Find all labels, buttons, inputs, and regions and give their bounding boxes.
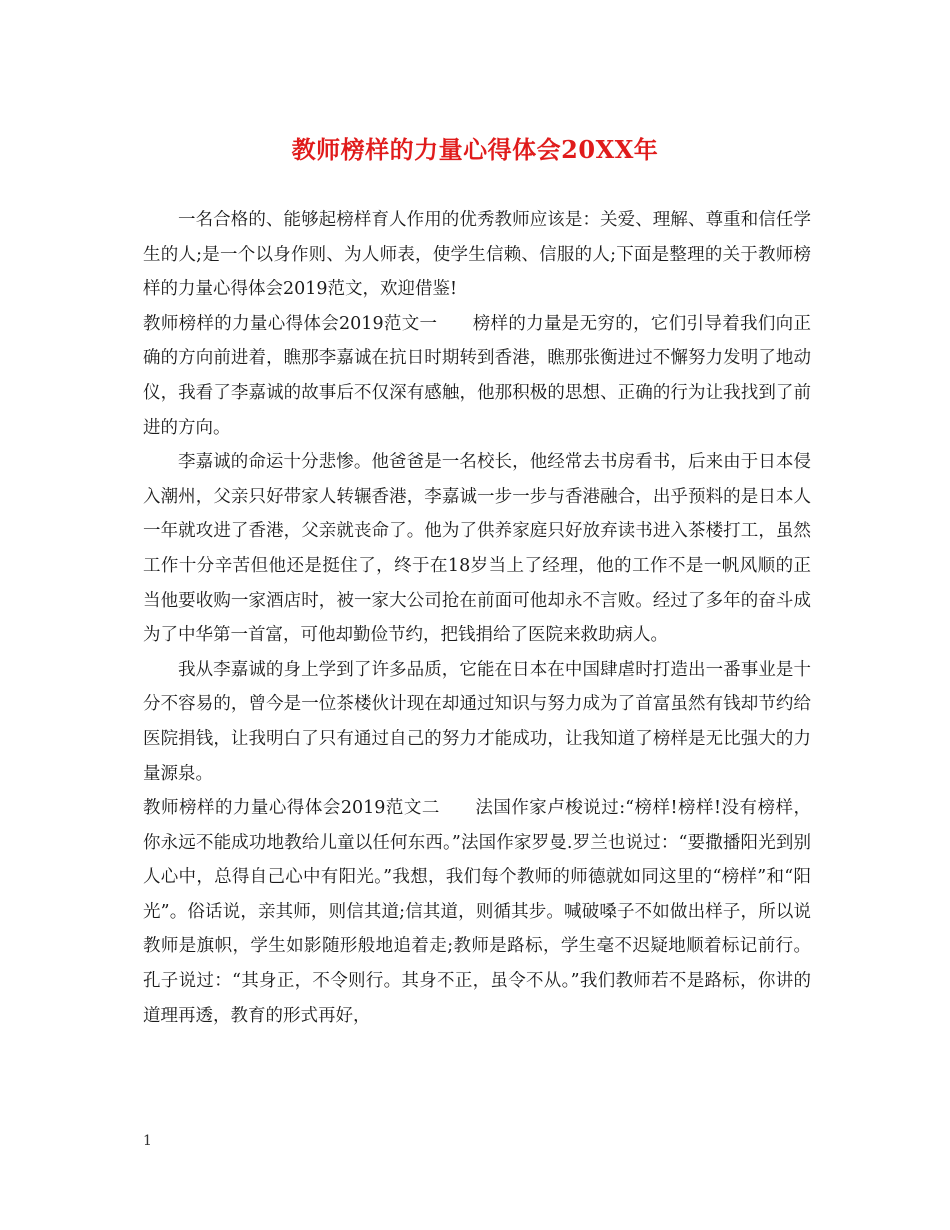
page-number: 1 [143, 1133, 152, 1149]
section1-paragraph-1: 榜样的力量是无穷的，它们引导着我们向正确的方向前进着，瞧那李嘉诚在抗日时期转到香港，瞧那张衡进过不懈努力发明了地动仪，我看了李嘉诚的故事后不仅深有感触，他那积极的思想、正确的行为让我找到了前进的方向。 [143, 313, 811, 438]
section1-first-paragraph [143, 307, 811, 445]
section2-first-paragraph [143, 791, 811, 1033]
section1-paragraph-2: 李嘉诚的命运十分悲惨。他爸爸是一名校长，他经常去书房看书，后来由于日本侵入潮州，父亲只好带家人转辗香港，李嘉诚一步一步与香港融合，出乎预料的是日本人一年就攻进了香港，父亲就丧命了。他为了供养家庭只好放弃读书进入茶楼打工，虽然工作十分辛苦但他还是挺住了，终于在18岁当上了经理，他的工作不是一帆风顺的正当他要收购一家酒店时，被一家大公司抢在前面可他却永不言败。经过了多年的奋斗成为了中华第一首富，可他却勤俭节约，把钱捐给了医院来救助病人。 [143, 452, 811, 646]
intro-paragraph: 一名合格的、能够起榜样育人作用的优秀教师应该是：关爱、理解、尊重和信任学生的人;是一个以身作则、为人师表，使学生信赖、信服的人;下面是整理的关于教师榜样的力量心得体会2019范文，欢迎借鉴! [143, 210, 811, 300]
section1-paragraph-3: 我从李嘉诚的身上学到了许多品质，它能在日本在中国肆虐时打造出一番事业是十分不容易的，曾今是一位茶楼伙计现在却通过知识与努力成为了首富虽然有钱却节约给医院捐钱，让我明白了只有通过自己的努力才能成功，让我知道了榜样是无比强大的力量源泉。 [143, 659, 811, 784]
section1-heading: 教师榜样的力量心得体会2019范文一 [143, 313, 438, 334]
document-title: 教师榜样的力量心得体会20XX年 [291, 135, 659, 164]
document-body [143, 203, 811, 1033]
section2-heading: 教师榜样的力量心得体会2019范文二 [143, 798, 440, 819]
section2-paragraph-1: 法国作家卢梭说过:“榜样!榜样!没有榜样，你永远不能成功地教给儿童以任何东西。”法国作家罗曼.罗兰也说过：“要撒播阳光到别人心中，总得自己心中有阳光。”我想，我们每个教师的师德就如同这里的“榜样”和“阳光”。俗话说，亲其师，则信其道;信其道，则循其步。喊破嗓子不如做出样子，所以说教师是旗帜，学生如影随形般地追着走;教师是路标，学生毫不迟疑地顺着标记前行。孔子说过：“其身正，不令则行。其身不正，虽令不从。”我们教师若不是路标，你讲的道理再透，教育的形式再好， [143, 798, 811, 1026]
